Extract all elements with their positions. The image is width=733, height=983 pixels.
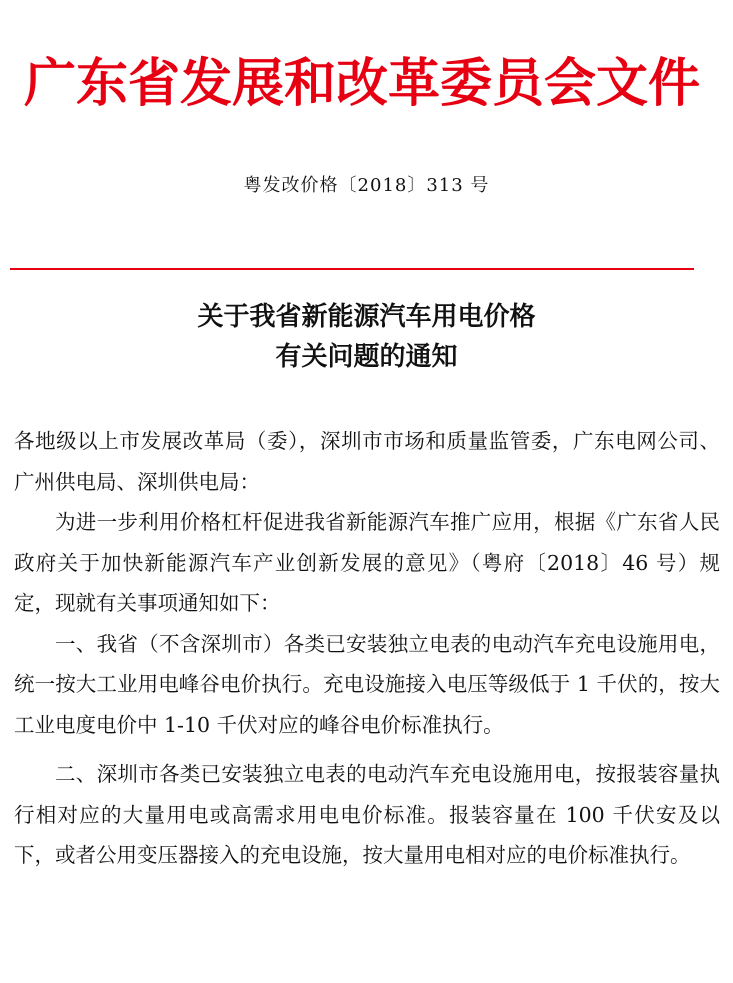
item-1-paragraph: 一、我省（不含深圳市）各类已安装独立电表的电动汽车充电设施用电，统一按大工业用电峰谷电价执行。充电设施接入电压等级低于 1 千伏的，按大工业电度电价中 1-10 千伏对应的峰谷电价标准执行。 — [14, 631, 720, 737]
title-line-1: 关于我省新能源汽车用电价格 — [197, 302, 536, 332]
document-body — [14, 421, 720, 876]
paragraph-gap — [14, 745, 720, 754]
document-number: 粤发改价格〔2018〕313 号 — [243, 175, 490, 196]
item-2-paragraph: 二、深圳市各类已安装独立电表的电动汽车充电设施用电，按报装容量执行相对应的大量用电或高需求用电电价标准。报装容量在 100 千伏安及以下，或者公用变压器接入的充电设施，按大量用电相对应的电价标准执行。 — [14, 762, 720, 867]
intro-paragraph: 为进一步利用价格杠杆促进我省新能源汽车推广应用，根据《广东省人民政府关于加快新能源汽车产业创新发展的意见》（粤府〔2018〕46 号）规定，现就有关事项通知如下： — [14, 510, 720, 615]
red-separator-line — [10, 268, 694, 270]
document-title — [0, 297, 733, 377]
salutation-paragraph: 各地级以上市发展改革局（委），深圳市市场和质量监管委，广东电网公司、广州供电局、深圳供电局： — [14, 429, 720, 494]
issuer-header: 广东省发展和改革委员会文件 — [24, 53, 701, 114]
title-line-2: 有关问题的通知 — [275, 342, 458, 372]
